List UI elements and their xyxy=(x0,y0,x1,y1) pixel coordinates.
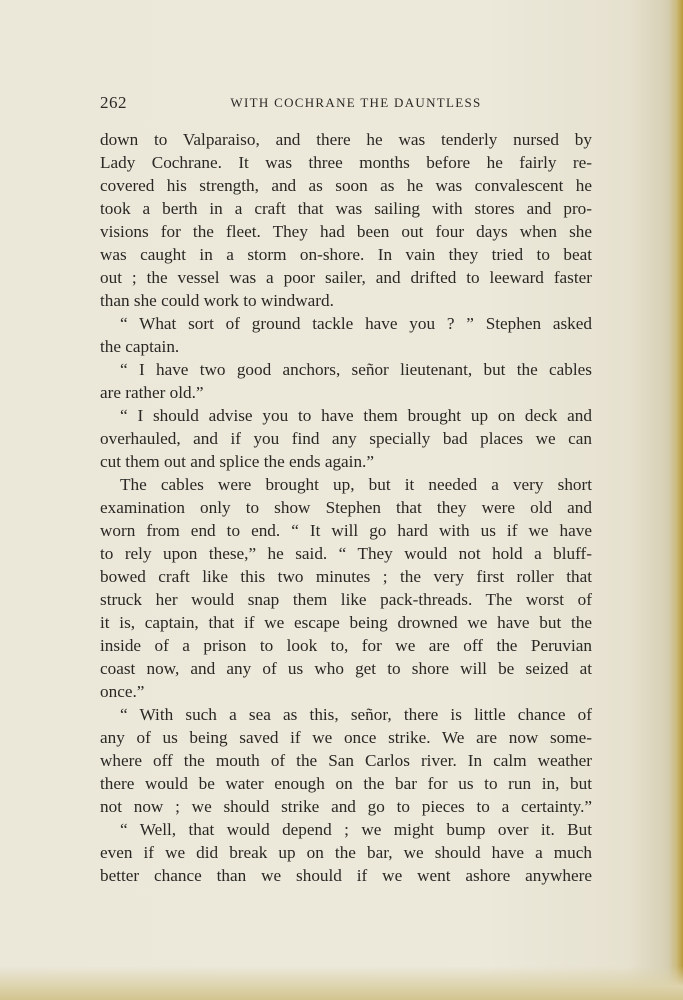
body-text xyxy=(100,128,592,887)
text-line: took a berth in a craft that was sailing with stores and pro- xyxy=(100,199,592,218)
text-line: The cables were brought up, but it needed a very short xyxy=(120,475,592,494)
text-line: Lady Cochrane. It was three months before he fairly re- xyxy=(100,153,592,172)
text-line: cut them out and splice the ends again.” xyxy=(100,452,374,471)
text-line: inside of a prison to look to, for we are off the Peruvian xyxy=(100,636,592,655)
text-line: are rather old.” xyxy=(100,383,204,402)
text-line: examination only to show Stephen that they were old and xyxy=(100,498,592,517)
text-line: coast now, and any of us who get to shore will be seized at xyxy=(100,659,592,678)
text-line: than she could work to windward. xyxy=(100,291,334,310)
text-line: better chance than we should if we went ashore anywhere xyxy=(100,866,592,885)
text-line: covered his strength, and as soon as he was convalescent he xyxy=(100,176,592,195)
running-title: WITH COCHRANE THE DAUNTLESS xyxy=(230,95,482,110)
page-bottom-shadow xyxy=(0,966,683,1000)
text-line: “ What sort of ground tackle have you ? ” Stephen asked xyxy=(120,314,592,333)
text-line: “ I should advise you to have them brought up on deck and xyxy=(120,406,592,425)
text-line: down to Valparaiso, and there he was tenderly nursed by xyxy=(100,130,592,149)
text-line: “ Well, that would depend ; we might bump over it. But xyxy=(120,820,592,839)
page-edge-shadow xyxy=(669,0,683,1000)
text-line: the captain. xyxy=(100,337,180,356)
page-number: 262 xyxy=(100,93,127,112)
text-line: it is, captain, that if we escape being drowned we have but the xyxy=(100,613,592,632)
text-line: bowed craft like this two minutes ; the very first roller that xyxy=(100,567,592,586)
text-line: “ I have two good anchors, señor lieutenant, but the cables xyxy=(120,360,592,379)
text-line: even if we did break up on the bar, we should have a much xyxy=(100,843,592,862)
text-line: was caught in a storm on-shore. In vain they tried to beat xyxy=(100,245,592,264)
text-line: where off the mouth of the San Carlos river. In calm weather xyxy=(100,751,592,770)
text-line: visions for the fleet. They had been out four days when she xyxy=(100,222,592,241)
text-line: out ; the vessel was a poor sailer, and drifted to leeward faster xyxy=(100,268,592,287)
text-line: struck her would snap them like pack-threads. The worst of xyxy=(100,590,592,609)
text-line: once.” xyxy=(100,682,145,701)
text-line: worn from end to end. “ It will go hard with us if we have xyxy=(100,521,592,540)
text-line: overhauled, and if you find any specially bad places we can xyxy=(100,429,592,448)
page-header xyxy=(100,93,592,115)
text-line: to rely upon these,” he said. “ They would not hold a bluff- xyxy=(100,544,592,563)
text-line: “ With such a sea as this, señor, there is little chance of xyxy=(120,705,592,724)
text-line: there would be water enough on the bar for us to run in, but xyxy=(100,774,592,793)
text-line: any of us being saved if we once strike. We are now some- xyxy=(100,728,592,747)
text-line: not now ; we should strike and go to pieces to a certainty.” xyxy=(100,797,592,816)
